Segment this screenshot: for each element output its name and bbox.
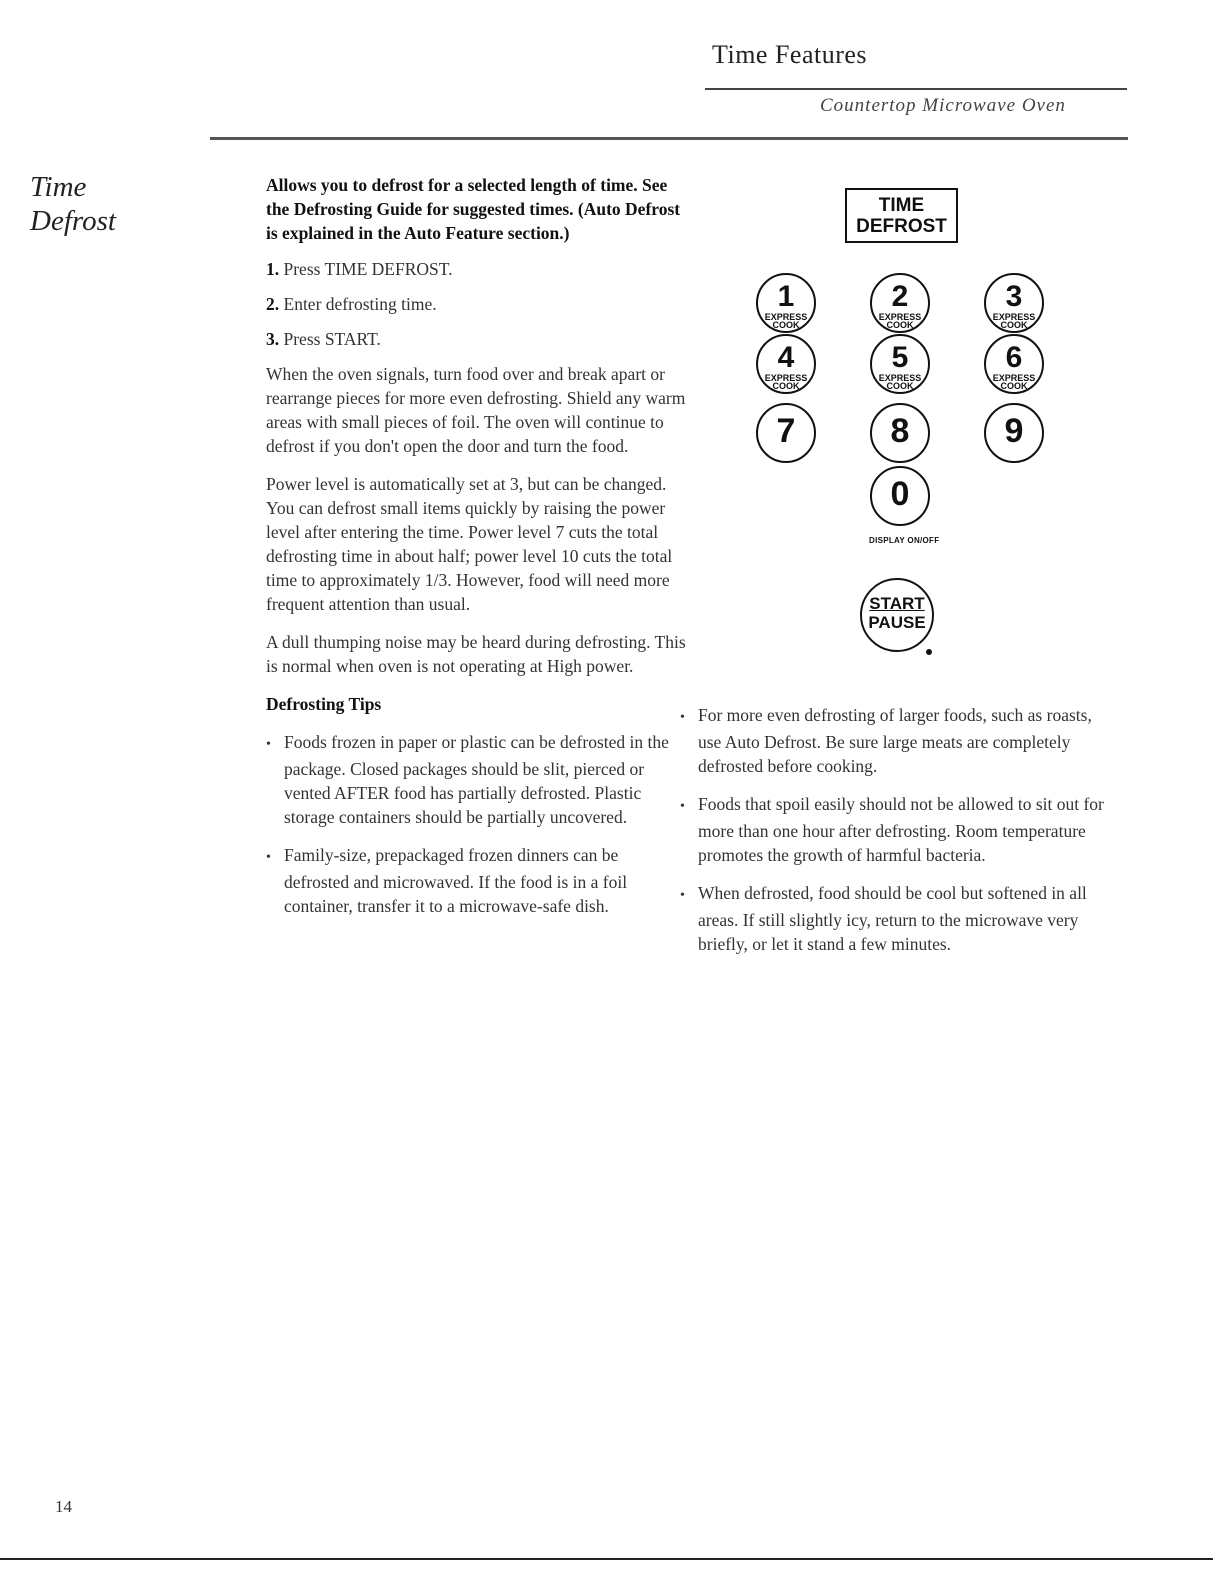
key-label-line1: TIME: [878, 195, 925, 216]
tip-text: For more even defrosting of larger foods, such as roasts, use Auto Defrost. Be sure large meats are completely defrosted before cooking.: [698, 705, 1092, 776]
tip-item: [266, 730, 686, 829]
step-text: Enter defrosting time.: [283, 294, 437, 314]
page-number: 14: [55, 1497, 72, 1516]
intro-text: Allows you to defrost for a selected length of time. See the Defrosting Guide for suggested times. (Auto Defrost is explained in the Auto Feature section.): [266, 175, 681, 243]
header-rule: [705, 88, 1127, 90]
start-pause-button: [860, 578, 934, 652]
tip-item: [266, 843, 686, 918]
indicator-dot-icon: [926, 649, 932, 655]
keypad-button-5: [870, 334, 930, 394]
express-label: EXPRESS: [992, 373, 1036, 383]
key-digit: 7: [776, 412, 796, 450]
key-digit: 2: [891, 280, 909, 313]
cook-label: COOK: [886, 320, 914, 330]
tip-item: [680, 703, 1110, 778]
keypad-button-8: [870, 403, 930, 463]
tip-text: Foods that spoil easily should not be allowed to sit out for more than one hour after defrosting. Room temperature promotes the growth of harmful bacteria.: [698, 794, 1104, 865]
tip-text: Family-size, prepackaged frozen dinners can be defrosted and microwaved. If the food is in a foil container, transfer it to a microwave-safe dish.: [284, 845, 628, 916]
left-column: [266, 173, 686, 932]
step-number: 1.: [266, 259, 280, 279]
section-heading-line1: Time: [30, 171, 87, 203]
keypad-button-7: [756, 403, 816, 463]
time-defrost-key: [845, 188, 958, 243]
express-label: EXPRESS: [878, 373, 922, 383]
key-digit: 6: [1005, 341, 1023, 374]
product-subtitle: Countertop Microwave Oven: [820, 95, 1066, 116]
step-text: Press START.: [283, 329, 381, 349]
bullet-icon: •: [680, 888, 685, 903]
paragraph-power-level: Power level is automatically set at 3, but can be changed. You can defrost small items quickly by raising the power level after entering the time. Power level 7 cuts the total defrosting time in about half; power level 10 cuts the total time to approximately 1/3. However, food will need more frequent attention than usual.: [266, 474, 673, 614]
cook-label: COOK: [886, 381, 914, 391]
tip-item: [680, 792, 1110, 867]
key-digit: 8: [890, 412, 910, 450]
page-section-title: Time Features: [712, 40, 868, 69]
express-label: EXPRESS: [878, 312, 922, 322]
paragraph-noise: A dull thumping noise may be heard during defrosting. This is normal when oven is not operating at High power.: [266, 632, 686, 676]
step-1: [266, 257, 686, 281]
display-on-off-label: DISPLAY ON/OFF: [869, 536, 940, 545]
keypad-button-2: [870, 273, 930, 333]
express-label: EXPRESS: [764, 373, 808, 383]
key-digit: 0: [890, 475, 910, 513]
step-2: [266, 292, 686, 316]
bullet-icon: •: [266, 737, 271, 752]
section-heading: [30, 170, 116, 238]
right-column: [680, 703, 1110, 970]
key-label-line2: DEFROST: [856, 216, 947, 237]
keypad-button-0: [870, 466, 930, 526]
keypad-button-6: [984, 334, 1044, 394]
tips-heading: Defrosting Tips: [266, 694, 382, 714]
keypad-button-1: [756, 273, 816, 333]
section-heading-line2: Defrost: [30, 205, 116, 237]
tip-item: [680, 881, 1110, 956]
start-label: START: [869, 594, 925, 613]
keypad-button-4: [756, 334, 816, 394]
step-text: Press TIME DEFROST.: [283, 259, 453, 279]
key-digit: 5: [891, 341, 909, 374]
cook-label: COOK: [772, 381, 800, 391]
express-label: EXPRESS: [992, 312, 1036, 322]
header-divider: [210, 137, 1128, 140]
cook-label: COOK: [1000, 320, 1028, 330]
key-digit: 3: [1005, 280, 1023, 313]
key-digit: 9: [1004, 412, 1024, 450]
key-digit: 4: [777, 341, 795, 374]
bullet-icon: •: [680, 710, 685, 725]
bullet-icon: •: [680, 799, 685, 814]
bullet-icon: •: [266, 850, 271, 865]
bottom-rule: [0, 1558, 1213, 1560]
tip-text: Foods frozen in paper or plastic can be defrosted in the package. Closed packages should be slit, pierced or vented AFTER food has partially defrosted. Plastic storage containers should be partially uncovered.: [284, 732, 669, 827]
cook-label: COOK: [772, 320, 800, 330]
pause-label: PAUSE: [868, 613, 926, 632]
keypad-button-9: [984, 403, 1044, 463]
step-3: [266, 327, 686, 351]
tip-text: When defrosted, food should be cool but softened in all areas. If still slightly icy, return to the microwave very briefly, or let it stand a few minutes.: [698, 883, 1087, 954]
cook-label: COOK: [1000, 381, 1028, 391]
step-number: 2.: [266, 294, 280, 314]
step-number: 3.: [266, 329, 280, 349]
key-digit: 1: [777, 280, 795, 313]
paragraph-signal: When the oven signals, turn food over and break apart or rearrange pieces for more even defrosting. Shield any warm areas with small pieces of foil. The oven will continue to defrost if you don't open the door and turn the food.: [266, 364, 686, 456]
keypad-button-3: [984, 273, 1044, 333]
express-label: EXPRESS: [764, 312, 808, 322]
